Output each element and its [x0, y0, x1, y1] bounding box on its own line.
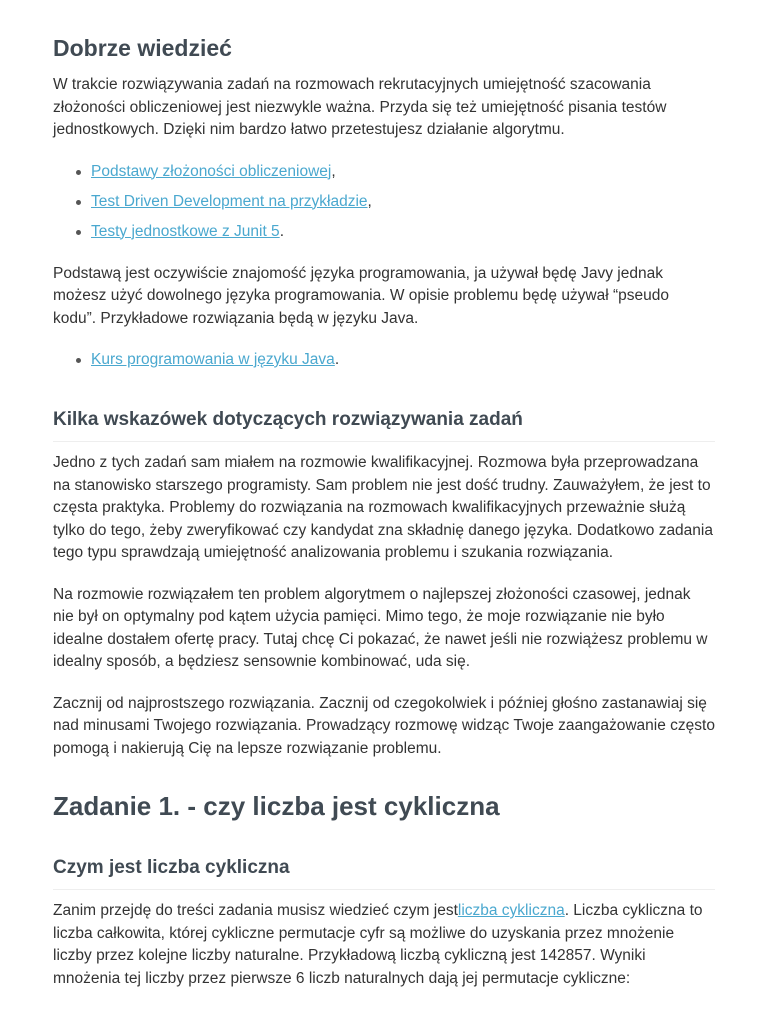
resources-list [53, 161, 715, 243]
list-item-suffix: . [334, 351, 340, 368]
intro-paragraph: W trakcie rozwiązywania zadań na rozmowach rekrutacyjnych umiejętność szacowania złożoności obliczeniowej jest niezwykle ważna. Przyda się też umiejętność pisania testów jednostkowych. Dzięki nim bardzo łatwo przetestujesz działanie algorytmu. [53, 76, 667, 138]
list-item [91, 161, 715, 183]
list-item [91, 221, 715, 243]
course-list [53, 349, 715, 371]
list-item [91, 191, 715, 213]
link-liczba-cykliczna[interactable]: liczba cykliczna [457, 902, 565, 919]
list-item [91, 349, 715, 371]
paragraph-text-before: Zanim przejdę do treści zadania musisz wiedzieć czym jest [53, 902, 458, 919]
language-paragraph: Podstawą jest oczywiście znajomość języka programowania, ja używał będę Javy jednak możesz użyć dowolnego języka programowania. W opisie problemu będę używał “pseudo kodu”. Przykładowe rozwiązania będą w języku Java. [53, 264, 670, 327]
tips-paragraph-2: Na rozmowie rozwiązałem ten problem algorytmem o najlepszej złożoności czasowej, jednak nie był on optymalny pod kątem użycia pamięci. Mimo tego, że moje rozwiązanie nie było idealne dostałem ofertę pracy. Tutaj chcę Ci pokazać, że nawet jeśli nie rozwiążesz problemu w idealny sposób, a będziesz sensownie kombinować, uda się. [53, 585, 708, 670]
tips-paragraph-1: Jedno z tych zadań sam miałem na rozmowie kwalifikacyjnej. Rozmowa była przeprowadzana na stanowisko starszego programisty. Sam problem nie jest dość trudny. Zauważyłem, że jest to częsta praktyka. Problemy do rozwiązania na rozmowach kwalifikacyjnych przeważnie służą tylko do tego, żeby zweryfikować czy kandydat zna składnię danego języka. Dodatkowo zadania tego typu sprawdzają umiejętność analizowania problemu i szukania rozwiązania. [53, 454, 713, 561]
cyclic-number-paragraph [53, 900, 715, 990]
link-java-course[interactable]: Kurs programowania w języku Java [91, 351, 335, 368]
link-zlozonosc[interactable]: Podstawy złożoności obliczeniowej [91, 162, 332, 180]
list-item-suffix: , [331, 162, 336, 180]
list-item-suffix: . [279, 222, 284, 240]
task-1-title: Zadanie 1. - czy liczba jest cykliczna [53, 791, 500, 821]
link-tdd[interactable]: Test Driven Development na przykładzie [91, 192, 368, 210]
list-item-suffix: , [367, 192, 372, 210]
section-title-dobrze-wiedziec: Dobrze wiedzieć [53, 35, 232, 61]
section-title-liczba-cykliczna: Czym jest liczba cykliczna [53, 856, 715, 890]
paragraph-text-after: . Liczba cykliczna to liczba całkowita, której cykliczne permutacje cyfr są możliwe do uzyskania przez mnożenie liczby przez kolejne liczby naturalne. Przykładową liczbą cykliczną jest 142857. Wyniki mnożenia tej liczby przez pierwsze 6 liczb naturalnych dają jej permutacje cykliczne: [53, 902, 703, 987]
tips-paragraph-3: Zacznij od najprostszego rozwiązania. Zacznij od czegokolwiek i później głośno zastanawiaj się nad minusami Twojego rozwiązania. Prowadzący rozmowę widząc Twoje zaangażowanie często pomogą i nakierują Cię na lepsze rozwiązanie problemu. [53, 694, 715, 757]
link-junit[interactable]: Testy jednostkowe z Junit 5 [91, 222, 280, 240]
section-title-wskazowki: Kilka wskazówek dotyczących rozwiązywania zadań [53, 408, 715, 442]
